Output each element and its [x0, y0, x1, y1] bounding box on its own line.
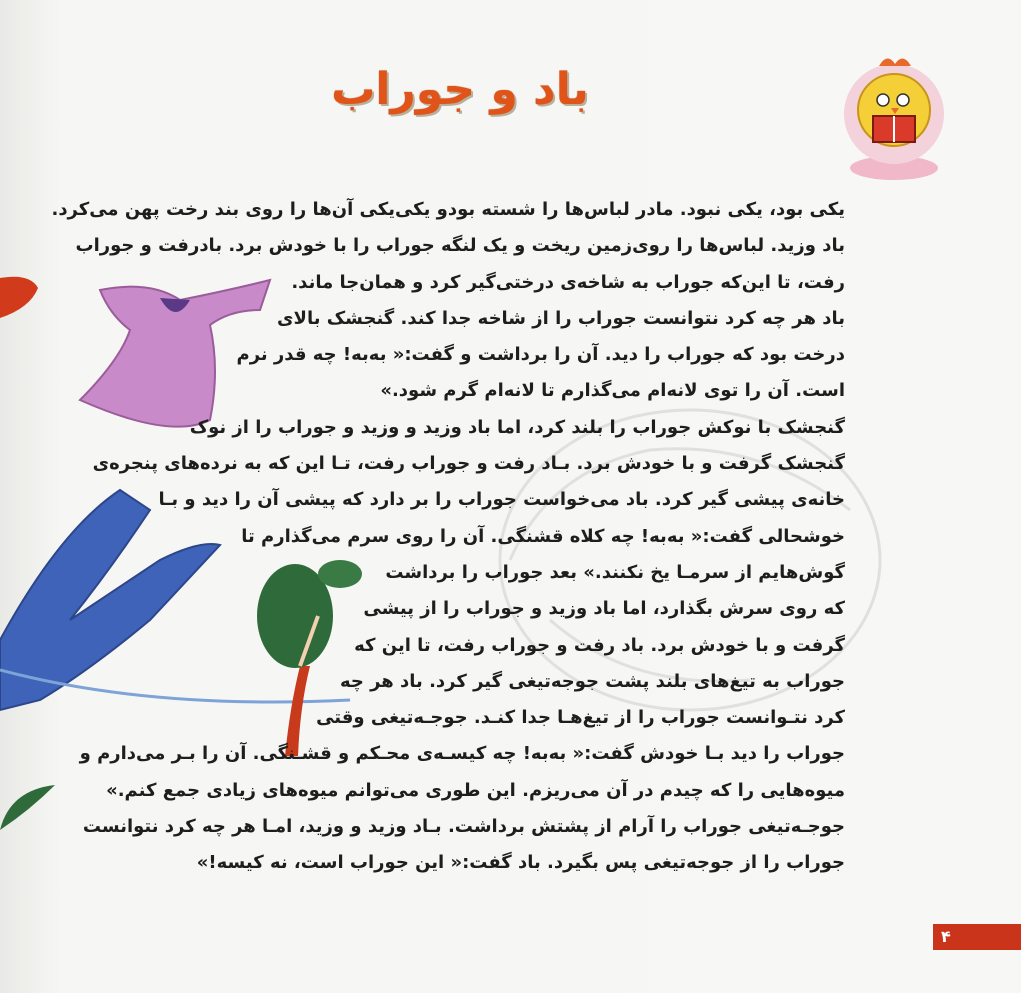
- story-line: گنجشک با نوکش جوراب را بلند کرد، اما باد وزید و وزید و جوراب را از نوک: [189, 416, 845, 438]
- story-line: خانه‌ی پیشی گیر کرد. باد می‌خواست جوراب را بر دارد که پیشی آن را دید و بـا: [158, 489, 845, 511]
- story-line: گوش‌هایم از سرمـا یخ نکنند.» بعد جوراب را برداشت: [385, 561, 845, 583]
- story-line: جوجـه‌تیغی جوراب را آرام از پشتش برداشت. بـاد وزید و وزید، امـا هر چه کرد نتوانست: [82, 816, 845, 838]
- story-line: درخت بود که جوراب را دید. آن را برداشت و گفت:« به‌به! چه قدر نرم: [236, 344, 845, 366]
- story-line: که روی سرش بگذارد، اما باد وزید و جوراب را از پیشی: [363, 598, 845, 620]
- story-line: جوراب را از جوجه‌تیغی پس بگیرد. باد گفت:« این جوراب است، نه کیسه!»: [196, 852, 845, 874]
- story-line: باد هر چه کرد نتوانست جوراب را از شاخه جدا کند. گنجشک بالای: [277, 307, 845, 329]
- red-shape-decoration: [0, 268, 40, 328]
- story-line: میوه‌هایی را که چیدم در آن می‌ریزم. این طوری می‌توانم میوه‌های زیادی جمع کنم.»: [106, 779, 845, 801]
- story-line: رفت، تا این‌که جوراب به شاخه‌ی درختی‌گیر کرد و همان‌جا ماند.: [291, 271, 845, 293]
- story-line: خوشحالی گفت:« به‌به! چه کلاه قشنگی. آن را روی سرم می‌گذارم تا: [241, 525, 845, 547]
- green-leaf-decoration: [0, 780, 60, 840]
- story-line: باد وزید. لباس‌ها را روی‌زمین ریخت و یک لنگه جوراب را با خودش برد. بادرفت و جوراب: [75, 235, 845, 257]
- reading-chick-mascot: [839, 52, 949, 182]
- story-text: [51, 192, 845, 882]
- page-number-tab: ۴: [933, 924, 1021, 950]
- story-line: جوراب به تیغ‌های بلند پشت جوجه‌تیغی گیر کرد. باد هر چه: [339, 670, 845, 692]
- story-line: کرد نتـوانست جوراب را از تیغ‌هـا جدا کنـد. جوجـه‌تیغی وقتی: [316, 707, 845, 729]
- story-line: است. آن را توی لانه‌ام می‌گذارم تا لانه‌ام گرم شود.»: [380, 380, 845, 402]
- story-line: یکی بود، یکی نبود. مادر لباس‌ها را شسته بودو یکی‌یکی آن‌ها را روی بند رخت پهن می‌کرد.: [51, 199, 845, 220]
- story-line: گرفت و با خودش برد. باد رفت و جوراب رفت، تا این که: [354, 634, 845, 656]
- story-line: گنجشک گرفت و با خودش برد. بـاد رفت و جوراب رفت، تـا این که به نرده‌های پنجره‌ی: [92, 453, 845, 475]
- story-line: جوراب را دید بـا خودش گفت:« به‌به! چه کیسـه‌ی محـکم و قشـنگی. آن را بـر می‌دارم و: [79, 743, 845, 765]
- story-title: باد و جوراب: [331, 64, 589, 115]
